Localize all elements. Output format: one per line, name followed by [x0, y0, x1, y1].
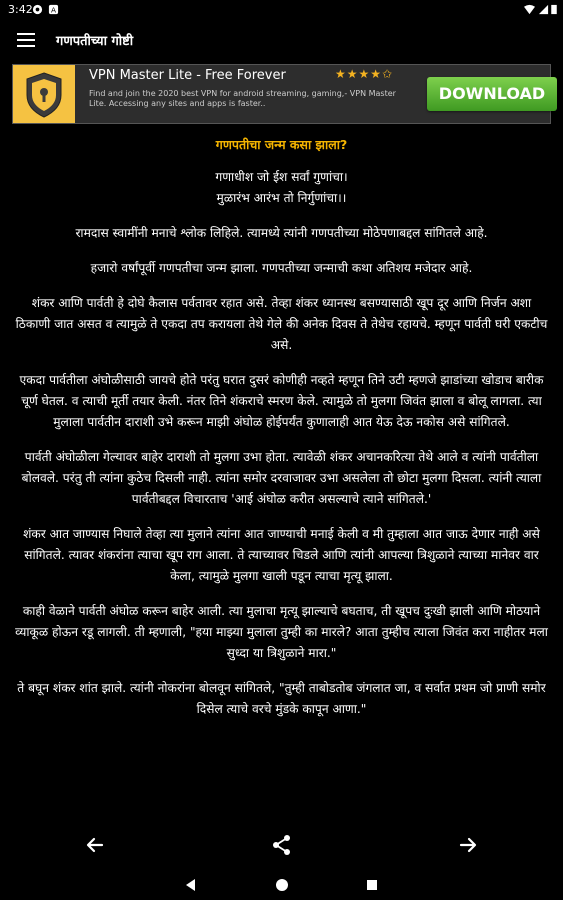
- share-icon[interactable]: [271, 834, 293, 856]
- recents-icon[interactable]: [365, 878, 379, 892]
- previous-arrow-icon[interactable]: [84, 834, 106, 856]
- verse-line: गणाधीश जो ईश सर्वां गुणांचा।: [215, 170, 348, 184]
- ad-banner[interactable]: [12, 64, 551, 124]
- ad-download-button[interactable]: DOWNLOAD: [427, 77, 557, 111]
- story-paragraph: एकदा पार्वतीला अंघोळीसाठी जायचे होते परंतु घरात दुसरं कोणीही नव्हते म्हणून तिने उटी म्हणजे झाडांच्या खोडाच बारीक चूर्ण घेतल. व त्याची मूर्ती तयार केली. नंतर तिने शंकराचे स्मरण केले. त्यामुळे तो मुलगा जिवंत झाला व बोलू लागला. त्या मुलाला पार्वतीन दाराशी उभे करून माझी अंघोळ होईपर्यंत कुणालाही आत येऊ देऊ नकोस असे सांगितले.: [19, 373, 544, 429]
- story-paragraph: काही वेळाने पार्वती अंघोळ करून बाहेर आली. त्या मुलाचा मृत्यू झाल्याचे बघताच, ती खूपच दुःखी झाली आणि मोठयाने व्याकूळ होऊन रडू लागली. ती म्हणाली, "हया माझ्या मुलाला तुम्ही का मारले? आता तुम्हीच त्याला जिवंत करा नाहीतर मला सुध्दा या त्रिशुळाने मारा.": [15, 604, 548, 660]
- ad-rating-stars: ★★★★✩: [335, 67, 394, 81]
- verse-line: मुळारंभ आरंभ तो निर्गुणांचा।।: [216, 191, 347, 205]
- app-bar: [0, 22, 563, 60]
- battery-icon: [550, 4, 558, 15]
- menu-icon[interactable]: [17, 33, 35, 47]
- story-verse: [14, 167, 549, 209]
- status-time: 3:42: [8, 3, 33, 16]
- story-paragraph: ते बघून शंकर शांत झाले. त्यांनी नोकरांना बोलवून सांगितले, "तुम्ही ताबोडतोब जंगलात जा, व सर्वात प्रथम जो प्राणी समोर दिसेल त्याचे वरचे मुंडके कापून आणा.": [17, 681, 546, 716]
- system-navigation-bar: [0, 868, 563, 900]
- story-content: [14, 134, 549, 800]
- home-icon[interactable]: [275, 878, 289, 892]
- app-notification-icon: [48, 4, 59, 15]
- status-bar: [0, 0, 563, 20]
- wifi-icon: [524, 4, 535, 15]
- story-paragraph: हजारो वर्षांपूर्वी गणपतीचा जन्म झाला. गणपतीच्या जन्माची कथा अतिशय मजेदार आहे.: [90, 261, 473, 275]
- next-arrow-icon[interactable]: [457, 834, 479, 856]
- story-title: गणपतीचा जन्म कसा झाला?: [215, 137, 348, 152]
- back-icon[interactable]: [184, 878, 198, 892]
- svg-text:A: A: [50, 5, 57, 15]
- ad-title: VPN Master Lite - Free Forever: [89, 68, 286, 83]
- story-paragraph: शंकर आणि पार्वती हे दोघे कैलास पर्वतावर रहात असे. तेव्हा शंकर ध्यानस्थ बसण्यासाठी खूप दूर आणि निर्जन अशा ठिकाणी जात असत व त्यामुळे ते एकदा तप करायला तेथे गेले की अनेक दिवस ते तेथेच रहायचे. म्हणून पार्वती घरी एकटीच असे.: [15, 296, 548, 352]
- settings-status-icon: [32, 4, 43, 15]
- story-navigation: [0, 826, 563, 864]
- story-paragraph: रामदास स्वामींनी मनाचे श्लोक लिहिले. त्यामध्ये त्यांनी गणपतीच्या मोठेपणाबद्दल सांगितले आहे.: [75, 226, 488, 240]
- app-title: गणपतीच्या गोष्टी: [56, 34, 134, 49]
- signal-icon: [538, 4, 549, 15]
- shield-keyhole-icon: [13, 65, 75, 123]
- story-paragraph: पार्वती अंघोळीला गेल्यावर बाहेर दाराशी तो मुलगा उभा होता. त्यावेळी शंकर अचानकरित्या तेथे आले व त्यांनी पार्वतीला बोलवले. परंतु ती त्यांना कुठेच दिसली नाही. त्यांना समोर दरवाजावर उभा असलेला तो छोटा मुलगा दिसला. त्यांनी त्याला पार्वतीबद्दल विचारताच 'आई अंघोळ करीत असल्याचे त्याने सांगितले.': [21, 450, 542, 506]
- story-paragraph: शंकर आत जाण्यास निघाले तेव्हा त्या मुलाने त्यांना आत जाण्याची मनाई केली व मी तुम्हाला आत जाऊ देणार नाही असे सांगितले. त्यावर शंकरांना त्याचा खूप राग आला. ते त्याच्यावर चिडले आणि त्यांनी आपल्या त्रिशुळाने त्याच्या मानेवर वार केला, त्यामुळे मुलगा खाली पडून त्याचा मृत्यू झाला.: [23, 527, 540, 583]
- ad-description: Find and join the 2020 best VPN for android streaming, gaming,- VPN Master Lite. Accessing any sites and apps is faster..: [89, 89, 396, 108]
